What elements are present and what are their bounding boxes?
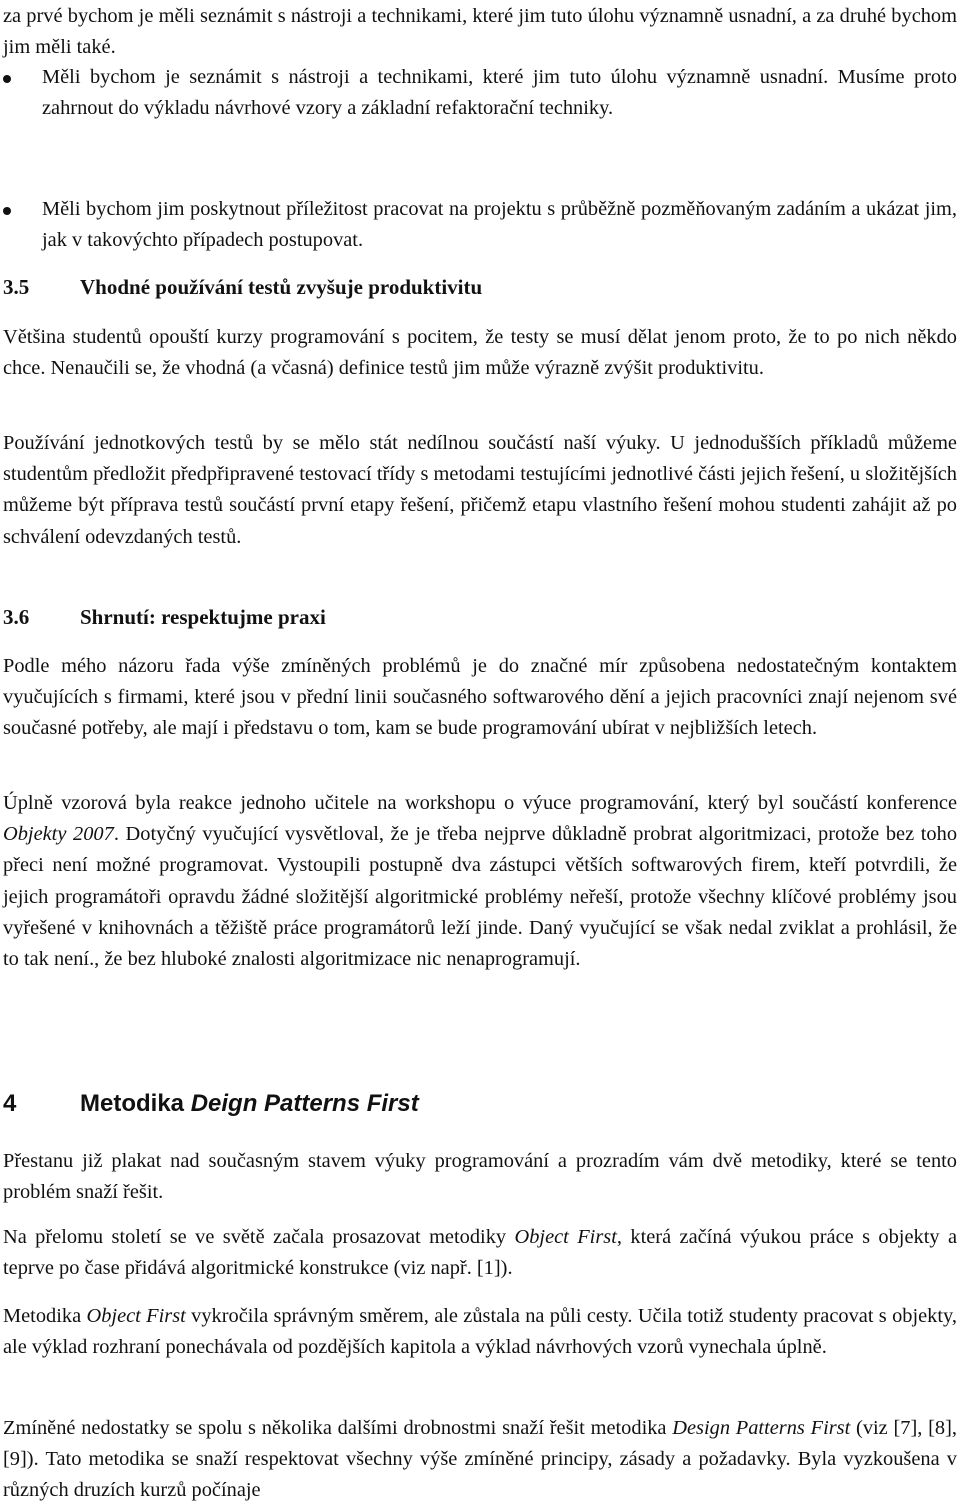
italic-term: Object First — [514, 1226, 617, 1248]
section-title: Shrnutí: respektujme praxi — [80, 605, 326, 629]
body-paragraph: Většina studentů opouští kurzy programování s pocitem, že testy se musí dělat jenom proto, že to po nich někdo chce. Nenaučili se, že vhodná (a včasná) definice testů jim může výrazně zvýšit produktivitu. — [3, 326, 957, 380]
body-paragraph: Používání jednotkových testů by se mělo stát nedílnou součástí naší výuky. U jednodušších příkladů můžeme studentům předložit předpřipravené testovací třídy s metodami testujícími jednotlivé části jejich řešení, u složitějších můžeme být příprava testů součástí první etapy řešení, přičemž etapu vlastního řešení mohou studenti zahájit až po schválení odevzdaných testů. — [3, 432, 957, 548]
chapter-heading-4 — [3, 1088, 419, 1120]
section-heading-3-5 — [3, 272, 482, 303]
chapter-title-prefix: Metodika — [80, 1090, 191, 1117]
text-run: (viz [7], [8], [9]). Tato metodika se snaží respektovat všechny výše zmíněné principy, zásady a požadavky. Byla vyzkoušena v různých druzích kurzů počínaje — [3, 1417, 957, 1502]
intro-paragraph: za prvé bychom je měli seznámit s nástroji a technikami, které jim tuto úlohu významně usnadní, a za druhé bychom jim měli také. — [3, 5, 957, 59]
italic-term: Object First — [86, 1305, 186, 1327]
bullet-text: Měli bychom jim poskytnout příležitost pracovat na projektu s průběžně pozměňovaným zadáním a ukázat jim, jak v takovýchto případech postupovat. — [42, 198, 957, 252]
section-title: Vhodné používání testů zvyšuje produktivitu — [80, 275, 483, 299]
body-paragraph: Podle mého názoru řada výše zmíněných problémů je do značné mír způsobena nedostatečným kontaktem vyučujících s firmami, které jsou v přední linii současného softwarového dění a jejich pracovníci znají nejenom své současné potřeby, ale mají i představu o tom, kam se bude programování ubírat v nejbližších letech. — [3, 655, 957, 740]
body-paragraph — [3, 1301, 957, 1363]
text-run: Zmíněné nedostatky se spolu s několika dalšími drobnostmi snaží řešit metodika — [3, 1417, 673, 1439]
text-run: Metodika — [3, 1305, 87, 1327]
section-number: 3.5 — [3, 275, 30, 299]
bullet-item — [3, 62, 957, 124]
section-number: 3.6 — [3, 605, 30, 629]
bullet-text: Měli bychom je seznámit s nástroji a technikami, které jim tuto úlohu významně usnadní. Musíme proto zahrnout do výkladu návrhové vzory a základní refaktorační techniky. — [42, 66, 957, 120]
chapter-title-italic: Deign Patterns First — [190, 1090, 419, 1117]
bullet-dot-icon — [3, 207, 11, 215]
text-run: , která začíná výukou práce s objekty a teprve po čase přidává algoritmické konstrukce (viz např. [1]). — [3, 1226, 957, 1280]
text-run: Na přelomu století se ve světě začala prosazovat metodiky — [3, 1226, 515, 1248]
body-paragraph — [3, 788, 957, 975]
body-paragraph: Přestanu již plakat nad současným stavem výuky programování a prozradím vám dvě metodiky, které se tento problém snaží řešit. — [3, 1150, 957, 1204]
body-paragraph — [3, 1222, 957, 1284]
body-paragraph — [3, 1413, 957, 1507]
section-heading-3-6 — [3, 602, 326, 633]
chapter-number: 4 — [3, 1090, 17, 1117]
text-run: . Dotyčný vyučující vysvětloval, že je třeba nejprve důkladně probrat algoritmizaci, protože bez toho přeci není možné programovat. Vystoupili postupně dva zástupci větších softwarových firem, kteří potvrdili, že jejich programátoři opravdu žádné složitější algoritmické problémy neřeší, protože všechny klíčové problémy jsou vyřešené v knihovnách a těžiště práce programátorů leží jinde. Daný vyučující se však nedal zviklat a prohlásil, že to tak není., že bez hluboké znalosti algoritmizace nic nenaprogramují. — [3, 823, 958, 971]
italic-term: Design Patterns First — [672, 1417, 851, 1439]
text-run: vykročila správným směrem, ale zůstala na půli cesty. Učila totiž studenty pracovat s objekty, ale výklad rozhraní ponechávala od pozdějších kapitola a výklad návrhových vzorů vynechala úplně. — [3, 1305, 958, 1359]
bullet-dot-icon — [3, 75, 11, 83]
bullet-item — [3, 194, 957, 256]
italic-term: Objekty 2007 — [3, 823, 114, 846]
text-run: Úplně vzorová byla reakce jednoho učitele na workshopu o výuce programování, který byl součástí konference — [3, 792, 957, 814]
